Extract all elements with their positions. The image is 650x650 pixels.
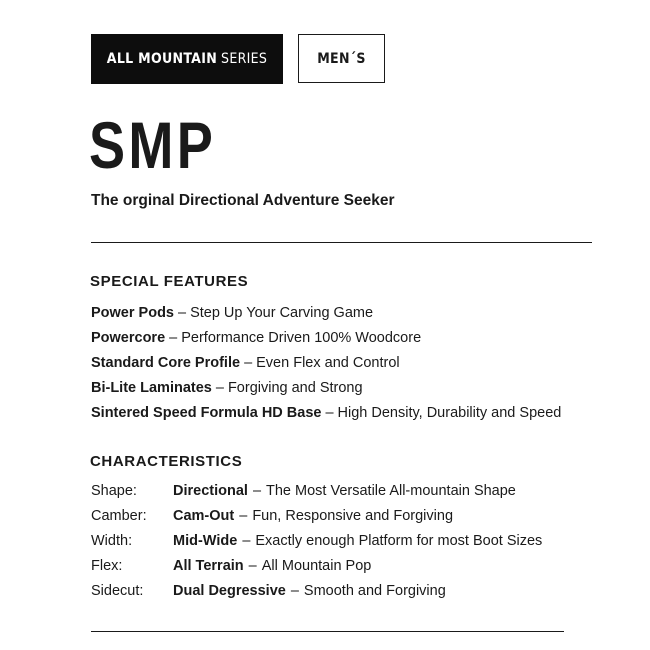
characteristic-row [91, 582, 542, 607]
feature-separator: – [325, 405, 334, 421]
feature-name: Bi-Lite Laminates [91, 380, 212, 396]
feature-desc: Step Up Your Carving Game [190, 305, 374, 321]
characteristic-row [91, 557, 542, 582]
special-features-list [91, 304, 561, 429]
characteristics-heading: CHARACTERISTICS [90, 453, 243, 470]
characteristic-separator: – [239, 508, 248, 524]
divider-bottom [91, 631, 564, 632]
product-title: SMP [89, 108, 217, 182]
feature-desc: High Density, Durability and Speed [337, 405, 562, 421]
characteristic-row [91, 507, 542, 532]
characteristic-separator: – [290, 583, 299, 599]
feature-separator: – [178, 305, 187, 321]
feature-name: Power Pods [91, 305, 174, 321]
feature-item [91, 379, 561, 404]
feature-separator: – [215, 380, 224, 396]
characteristic-label: Shape: [91, 483, 137, 499]
feature-separator: – [244, 355, 253, 371]
characteristic-label: Camber: [91, 508, 147, 524]
characteristic-desc: Smooth and Forgiving [303, 583, 446, 599]
divider-top [91, 242, 592, 243]
characteristic-label: Flex: [91, 558, 123, 574]
feature-name: Powercore [91, 330, 166, 346]
characteristic-label: Width: [91, 533, 133, 549]
special-features-heading: SPECIAL FEATURES [90, 273, 249, 290]
characteristic-separator: – [252, 483, 262, 499]
characteristic-row [91, 482, 542, 507]
characteristic-separator: – [248, 558, 257, 574]
feature-separator: – [169, 330, 178, 346]
feature-desc: Performance Driven 100% Woodcore [181, 330, 422, 346]
feature-desc: Forgiving and Strong [227, 380, 363, 396]
series-tag-bold: ALL MOUNTAIN [106, 51, 218, 67]
feature-item [91, 329, 561, 354]
gender-tag[interactable]: MEN´S [298, 34, 385, 83]
feature-desc: Even Flex and Control [256, 355, 400, 371]
characteristic-value: All Terrain [173, 558, 244, 574]
characteristic-value: Directional [173, 483, 248, 499]
characteristic-separator: – [242, 533, 251, 549]
series-tag-light: SERIES [221, 51, 268, 67]
feature-name: Sintered Speed Formula HD Base [91, 405, 322, 421]
characteristic-desc: All Mountain Pop [261, 558, 372, 574]
characteristic-row [91, 532, 542, 557]
series-tag[interactable] [91, 34, 283, 84]
characteristic-label: Sidecut: [91, 583, 144, 599]
feature-item [91, 304, 561, 329]
characteristic-desc: The Most Versatile All-mountain Shape [266, 483, 516, 499]
characteristic-value: Mid-Wide [173, 533, 238, 549]
characteristic-desc: Fun, Responsive and Forgiving [252, 508, 454, 524]
characteristic-value: Dual Degressive [173, 583, 286, 599]
characteristic-value: Cam-Out [173, 508, 235, 524]
characteristics-list [91, 482, 542, 607]
feature-item [91, 404, 561, 429]
feature-name: Standard Core Profile [91, 355, 241, 371]
feature-item [91, 354, 561, 379]
characteristic-desc: Exactly enough Platform for most Boot Sizes [255, 533, 543, 549]
product-subtitle: The orginal Directional Adventure Seeker [91, 192, 395, 209]
tag-row [91, 34, 385, 84]
